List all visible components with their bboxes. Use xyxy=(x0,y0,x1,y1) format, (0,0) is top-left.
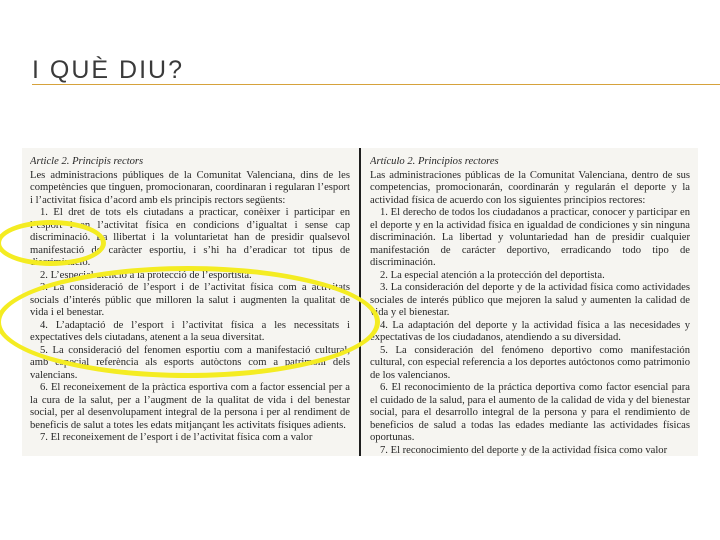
catalan-intro-paragraph: Les administracions públiques de la Comunitat Valenciana, dins de les competències que tinguen, promocionaran, coordinaran i regularan l’esport i l’activitat física d’acord amb els principis rectors següents: xyxy=(30,169,350,206)
spanish-principle-3: 3. La consideración del deporte y de la actividad física como actividades sociales de interés público que mejoren la salud y aumenten la calidad de vida y el bienestar. xyxy=(370,282,690,318)
spanish-column xyxy=(370,156,690,456)
highlight-ellipse-discrimination xyxy=(0,220,106,266)
catalan-principle-6: 6. El reconeixement de la pràctica esportiva com a factor essencial per a la cura de la salut, per a l’augment de la qualitat de vida i del benestar social, per al desenvolupament integral de la persona i per al rendiment de beneficis de salut a totes les edats mitjançant les activitats físiques adients. xyxy=(30,382,350,431)
spanish-principle-4: 4. La adaptación del deporte y la actividad física a las necesidades y expectativas de los ciudadanos, atendiendo a su diversidad. xyxy=(370,319,690,343)
catalan-principle-1: 1. El dret de tots els ciutadans a practicar, conèixer i participar en l’esport i en l’activitat física en condicions d’igualtat i sense cap discriminació. La llibertat i la voluntarietat han de presidir qualsevol manifestació de caràcter esportiu, i s’hi ha d’eradicar tot tipus de discriminació. xyxy=(30,207,350,268)
spanish-article-heading: Artículo 2. Principios rectores xyxy=(370,156,499,167)
slide-title: I QUÈ DIU? xyxy=(32,56,184,84)
spanish-principle-6: 6. El reconocimiento de la práctica deportiva como factor esencial para el cuidado de la salud, para el aumento de la calidad de vida y del bienestar social, para el desarrollo integral de la persona y para el rendimiento de beneficios de salud a todas las edades mediante las actividades físicas oportunas. xyxy=(370,382,690,443)
highlight-ellipse-principles-3-5 xyxy=(0,266,380,378)
title-underline xyxy=(32,84,720,85)
spanish-intro-paragraph: Las administraciones públicas de la Comunitat Valenciana, dentro de sus competencias, promocionarán, coordinarán y regularán el deporte y la actividad física de acuerdo con los siguientes principios rectores: xyxy=(370,169,690,206)
catalan-principle-7: 7. El reconeixement de l’esport i de l’activitat física com a valor xyxy=(40,432,313,443)
spanish-principle-2: 2. La especial atención a la protección del deportista. xyxy=(380,269,605,281)
catalan-principle-5: 5. La consideració del fenomen esportiu com a manifestació cultural, amb especial referència als esports autòctons com a patrimoni dels valencians. xyxy=(30,344,350,381)
catalan-article-heading: Article 2. Principis rectors xyxy=(30,156,144,167)
catalan-principle-4: 4. L’adaptació de l’esport i l’activitat física a les necessitats i expectatives dels ciutadans, atenent a la seua diversitat. xyxy=(30,319,350,343)
spanish-principle-5: 5. La consideración del fenómeno deportivo como manifestación cultural, con especial referencia a los deportes autóctonos como patrimonio de los valencianos. xyxy=(370,344,690,381)
catalan-principle-2: 2. L’especial atenció a la protecció de l’esportista. xyxy=(40,269,252,281)
spanish-principle-7: 7. El reconocimiento del deporte y de la actividad física como valor xyxy=(380,444,668,456)
spanish-principle-1: 1. El derecho de todos los ciudadanos a practicar, conocer y participar en el deporte y en la actividad física en igualdad de condiciones y sin ninguna discriminación. La libertad y voluntariedad han de presidir cualquier manifestación de carácter deportivo, erradicando todo tipo de discriminación. xyxy=(370,207,690,268)
catalan-principle-3: 3. La consideració de l’esport i de l’activitat física com a activitats socials d’interés públic que milloren la salut i augmenten la qualitat de vida i el benestar. xyxy=(30,282,350,318)
